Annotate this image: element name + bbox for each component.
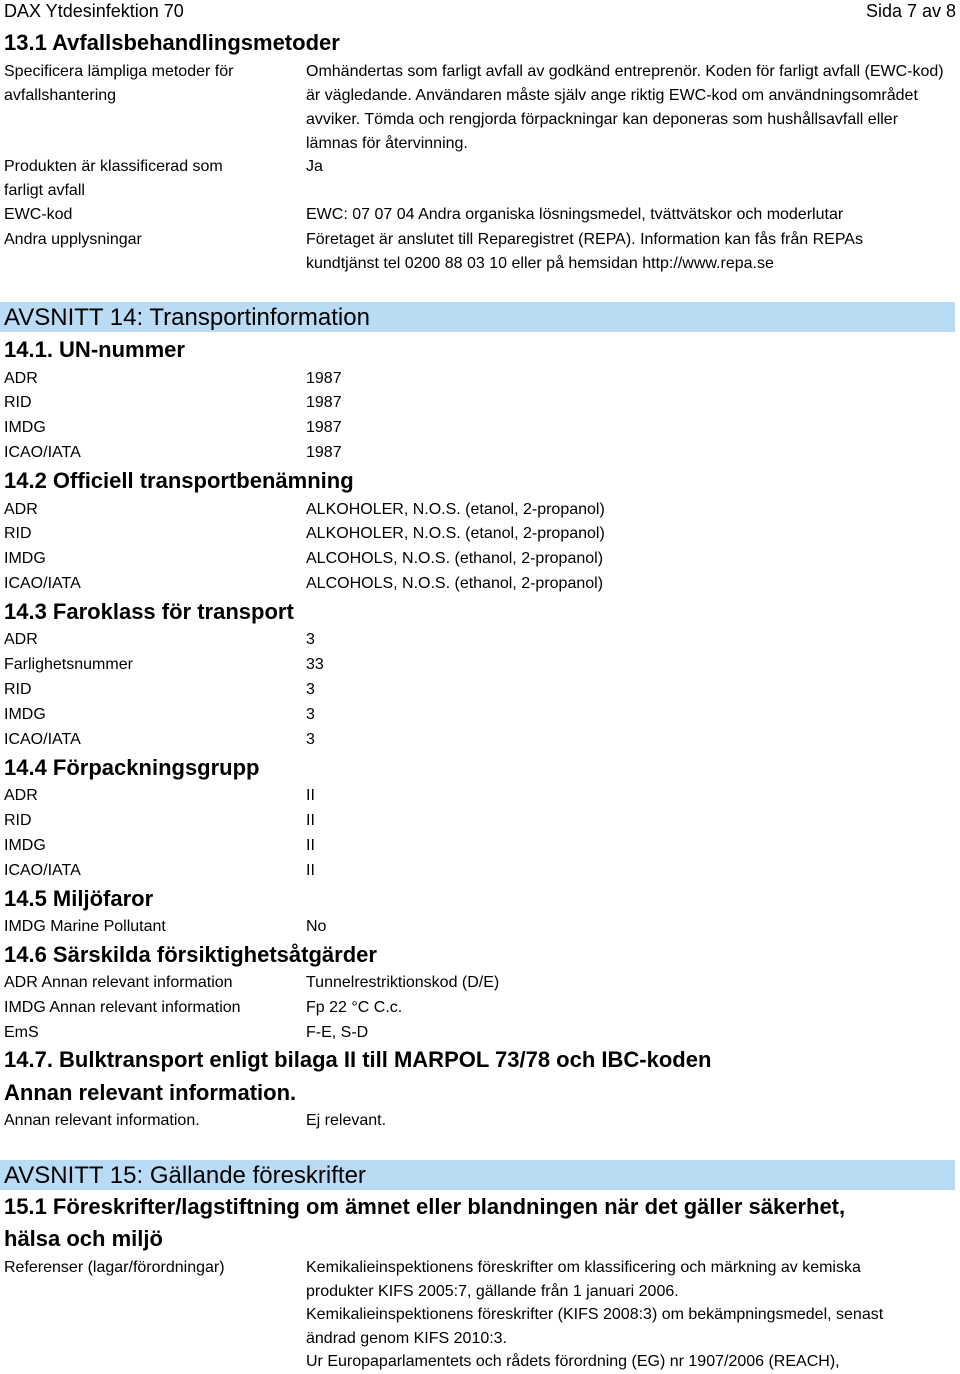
waste-methods-value: Omhändertas som farligt avfall av godkänd entreprenör. Koden för farligt avfall (EWC-kod) är vägledande. Användaren måste själv ange riktig EWC-kod om användningsområdet avviker. Tömda och rengjorda förpackningar kan deponeras som hushållsavfall eller lämnas för återvinning.: [306, 63, 944, 152]
other-info-value: Företaget är anslutet till Reparegistret (REPA). Information kan fås från REPAs kundtjänst tel 0200 88 03 10 eller på hemsidan http://www.repa.se: [306, 231, 863, 272]
page-number: Sida 7 av 8: [865, 1, 956, 21]
regulations-heading-line-1: 15.1 Föreskrifter/lagstiftning om ämnet eller blandningen när det gäller säkerhet,: [4, 1194, 846, 1219]
ems-label: EmS: [4, 1024, 39, 1041]
name-rid-label: RID: [4, 525, 32, 542]
un-adr-value: 1987: [306, 370, 342, 387]
section-13-1-heading: 13.1 Avfallsbehandlingsmetoder: [4, 30, 340, 55]
class-imdg-label: IMDG: [4, 706, 46, 723]
hazard-class-heading: 14.3 Faroklass för transport: [4, 599, 294, 624]
section-14-band: [0, 302, 955, 332]
bulk-other-info-label: Annan relevant information.: [4, 1112, 200, 1129]
marine-pollutant-value: No: [306, 918, 327, 935]
class-icao-value: 3: [306, 731, 315, 748]
class-adr-label: ADR: [4, 631, 38, 648]
hazardous-waste-value: Ja: [306, 158, 323, 175]
bulk-other-info-heading: Annan relevant information.: [4, 1080, 297, 1105]
name-rid-value: ALKOHOLER, N.O.S. (etanol, 2-propanol): [306, 525, 605, 542]
group-adr-value: II: [306, 787, 315, 804]
group-imdg-value: II: [306, 837, 315, 854]
un-number-heading: 14.1. UN-nummer: [4, 337, 185, 362]
class-rid-value: 3: [306, 681, 315, 698]
un-rid-value: 1987: [306, 394, 342, 411]
bulk-other-info-value: Ej relevant.: [306, 1112, 387, 1129]
name-adr-label: ADR: [4, 501, 38, 518]
environment-hazards-heading: 14.5 Miljöfaror: [4, 886, 154, 911]
un-imdg-label: IMDG: [4, 419, 46, 436]
name-icao-value: ALCOHOLS, N.O.S. (ethanol, 2-propanol): [306, 575, 604, 592]
adr-other-info-value: Tunnelrestriktionskod (D/E): [306, 974, 500, 991]
class-adr-value: 3: [306, 631, 315, 648]
reference-item: Kemikalieinspektionens föreskrifter (KIFS 2008:3) om bekämpningsmedel, senast ändrad genom KIFS 2010:3.: [306, 1306, 884, 1347]
group-icao-label: ICAO/IATA: [4, 862, 81, 879]
un-imdg-value: 1987: [306, 419, 342, 436]
class-rid-label: RID: [4, 681, 32, 698]
page-header: [4, 0, 956, 22]
ems-value: F-E, S-D: [306, 1024, 369, 1041]
adr-other-info-label: ADR Annan relevant information: [4, 974, 233, 991]
special-precautions-heading: 14.6 Särskilda försiktighetsåtgärder: [4, 942, 377, 967]
imdg-other-info-label: IMDG Annan relevant information: [4, 999, 241, 1016]
ewc-code-value: EWC: 07 07 04 Andra organiska lösningsmedel, tvättvätskor och moderlutar: [306, 206, 844, 223]
regulations-heading-line-2: hälsa och miljö: [4, 1226, 163, 1251]
hazard-number-label: Farlighetsnummer: [4, 656, 133, 673]
group-adr-label: ADR: [4, 787, 38, 804]
class-icao-label: ICAO/IATA: [4, 731, 81, 748]
un-adr-label: ADR: [4, 370, 38, 387]
group-imdg-label: IMDG: [4, 837, 46, 854]
references-label: Referenser (lagar/förordningar): [4, 1259, 225, 1276]
waste-methods-label: Specificera lämpliga metoder för avfallshantering: [4, 63, 234, 104]
un-icao-value: 1987: [306, 444, 342, 461]
un-rid-label: RID: [4, 394, 32, 411]
shipping-name-heading: 14.2 Officiell transportbenämning: [4, 468, 354, 493]
reference-item: Ur Europaparlamentets och rådets förordning (EG) nr 1907/2006 (REACH),: [306, 1353, 840, 1370]
un-icao-label: ICAO/IATA: [4, 444, 81, 461]
section-15-band: [0, 1160, 955, 1190]
marine-pollutant-label: IMDG Marine Pollutant: [4, 918, 166, 935]
reference-item: Kemikalieinspektionens föreskrifter om klassificering och märkning av kemiska produkter KIFS 2005:7, gällande från 1 januari 2006.: [306, 1259, 861, 1300]
other-info-label: Andra upplysningar: [4, 231, 142, 248]
section-15-title: AVSNITT 15: Gällande föreskrifter: [4, 1162, 366, 1189]
group-icao-value: II: [306, 862, 315, 879]
name-adr-value: ALKOHOLER, N.O.S. (etanol, 2-propanol): [306, 501, 605, 518]
name-icao-label: ICAO/IATA: [4, 575, 81, 592]
group-rid-value: II: [306, 812, 315, 829]
hazardous-waste-label: Produkten är klassificerad som farligt avfall: [4, 158, 223, 199]
name-imdg-value: ALCOHOLS, N.O.S. (ethanol, 2-propanol): [306, 550, 604, 567]
section-14-title: AVSNITT 14: Transportinformation: [4, 304, 370, 331]
ewc-code-label: EWC-kod: [4, 206, 73, 223]
class-imdg-value: 3: [306, 706, 315, 723]
group-rid-label: RID: [4, 812, 32, 829]
packing-group-heading: 14.4 Förpackningsgrupp: [4, 755, 260, 780]
bulk-transport-heading: 14.7. Bulktransport enligt bilaga II till MARPOL 73/78 och IBC-koden: [4, 1047, 712, 1072]
name-imdg-label: IMDG: [4, 550, 46, 567]
document-title: DAX Ytdesinfektion 70: [4, 1, 184, 21]
hazard-number-value: 33: [306, 656, 324, 673]
imdg-other-info-value: Fp 22 °C C.c.: [306, 999, 403, 1016]
